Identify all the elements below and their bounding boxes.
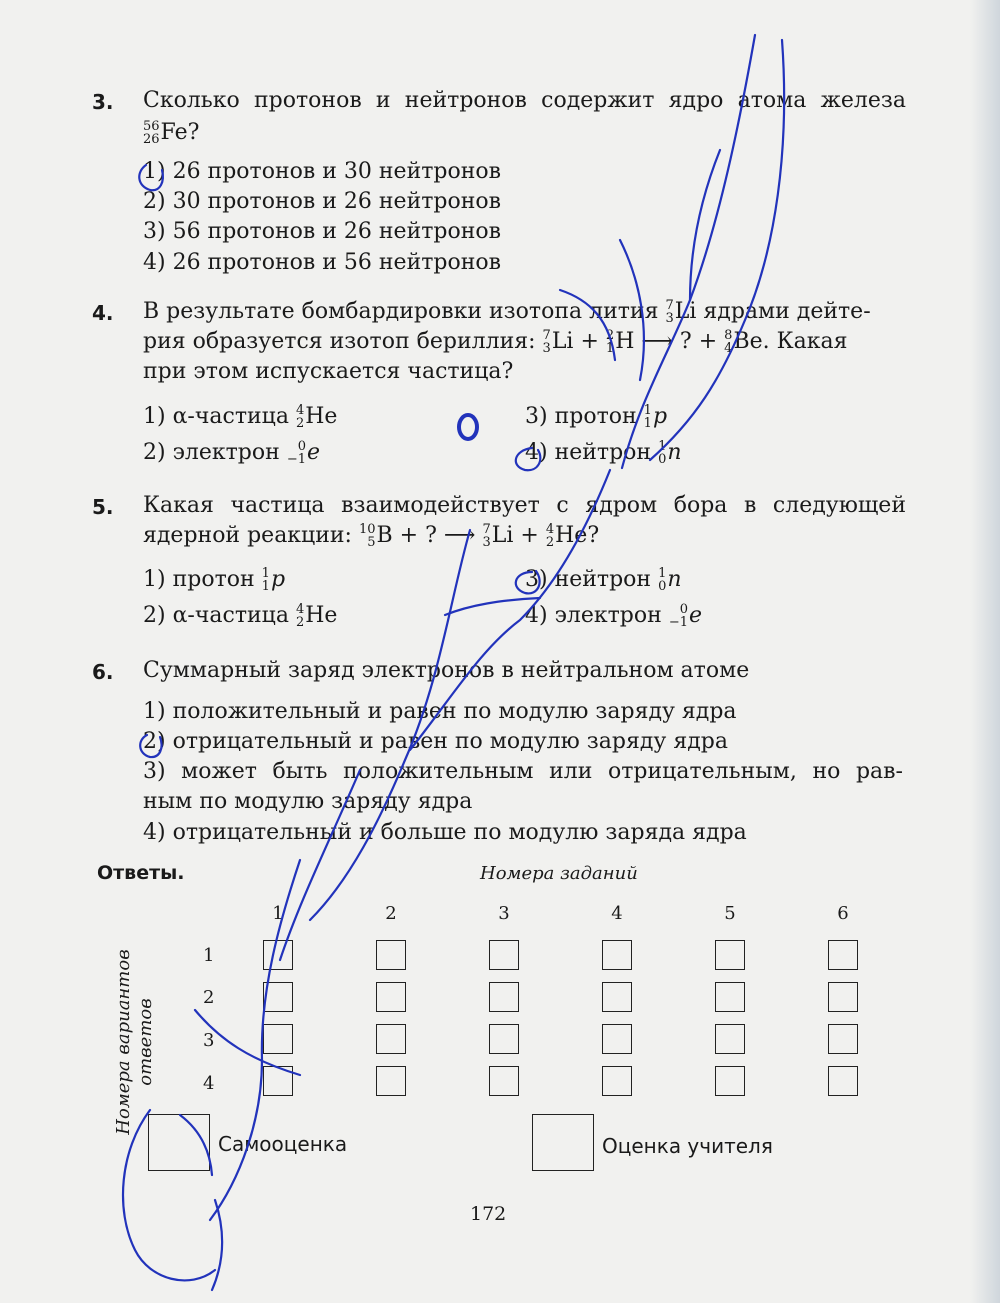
question-6-option-4[interactable]: 4) отрицательный и больше по модулю заряда ядра bbox=[143, 820, 747, 845]
answer-cell[interactable] bbox=[263, 1024, 293, 1054]
answer-cell[interactable] bbox=[489, 940, 519, 970]
answer-cell[interactable] bbox=[263, 940, 293, 970]
teacher-assessment-box[interactable] bbox=[532, 1114, 594, 1171]
self-assessment-label: Самооценка bbox=[218, 1132, 348, 1156]
answer-cell[interactable] bbox=[489, 982, 519, 1012]
page-edge-shadow bbox=[970, 0, 1000, 1303]
answer-variants-label: Номера вариантов ответов bbox=[113, 949, 156, 1135]
question-6-option-3[interactable]: 3) может быть положительным или отрицательным, но рав- bbox=[143, 759, 903, 784]
question-5-option-2[interactable]: 2) α-частица 4 2 He bbox=[143, 602, 338, 630]
question-5-option-4[interactable]: 4) электрон 0 −1 e bbox=[525, 602, 703, 630]
page-number: 172 bbox=[470, 1203, 507, 1225]
answer-cell[interactable] bbox=[828, 1024, 858, 1054]
answer-cell[interactable] bbox=[715, 1024, 745, 1054]
self-assessment-box[interactable] bbox=[148, 1114, 210, 1171]
column-number: 4 bbox=[611, 903, 623, 924]
column-number: 2 bbox=[385, 903, 397, 924]
question-3-option-2[interactable]: 2) 30 протонов и 26 нейтронов bbox=[143, 189, 502, 214]
answer-cell[interactable] bbox=[489, 1024, 519, 1054]
row-number: 3 bbox=[203, 1030, 215, 1051]
row-number: 1 bbox=[203, 945, 215, 966]
question-5-number: 5. bbox=[92, 495, 114, 519]
question-4-line-1: В результате бомбардировки изотопа лития 7 3 Li ядрами дейте- bbox=[143, 298, 871, 326]
question-4-option-4[interactable]: 4) нейтрон 1 0 n bbox=[525, 439, 682, 467]
row-number: 4 bbox=[203, 1073, 215, 1094]
question-4-line-2: рия образуется изотоп бериллия: 7 3 Li + 2 1 H ⟶ ? + 8 4 Ве. Какая bbox=[143, 328, 848, 356]
scribble-stroke bbox=[690, 150, 720, 300]
column-number: 3 bbox=[498, 903, 510, 924]
question-5-option-3[interactable]: 3) нейтрон 1 0 n bbox=[525, 566, 682, 594]
column-number: 1 bbox=[272, 903, 284, 924]
answer-cell[interactable] bbox=[828, 940, 858, 970]
question-3-option-4[interactable]: 4) 26 протонов и 56 нейтронов bbox=[143, 250, 502, 275]
question-6-number: 6. bbox=[92, 660, 114, 684]
answer-cell[interactable] bbox=[263, 982, 293, 1012]
question-3-option-3[interactable]: 3) 56 протонов и 26 нейтронов bbox=[143, 219, 502, 244]
answer-cell[interactable] bbox=[376, 1066, 406, 1096]
answer-cell[interactable] bbox=[715, 940, 745, 970]
question-3-text: Сколько протонов и нейтронов содержит ядро атома железа bbox=[143, 88, 906, 113]
answer-cell[interactable] bbox=[715, 982, 745, 1012]
column-number: 5 bbox=[724, 903, 736, 924]
answer-cell[interactable] bbox=[376, 982, 406, 1012]
answer-cell[interactable] bbox=[489, 1066, 519, 1096]
question-3-nuclide-line: 56 26 Fe? bbox=[143, 119, 200, 147]
answer-cell[interactable] bbox=[828, 1066, 858, 1096]
answer-cell[interactable] bbox=[376, 940, 406, 970]
question-3-option-1[interactable]: 1) 26 протонов и 30 нейтронов bbox=[143, 159, 502, 184]
circle-doodle bbox=[459, 415, 477, 439]
row-number: 2 bbox=[203, 987, 215, 1008]
question-5-line-2: ядерной реакции: 10 5 B + ? ⟶ 7 3 Li + 4 2 He? bbox=[143, 522, 600, 550]
question-6-text: Суммарный заряд электронов в нейтральном атоме bbox=[143, 658, 750, 683]
grid-title: Номера заданий bbox=[480, 863, 638, 884]
answer-cell[interactable] bbox=[263, 1066, 293, 1096]
question-4-line-3: при этом испускается частица? bbox=[143, 359, 514, 384]
question-5-option-1[interactable]: 1) протон 1 1 p bbox=[143, 566, 286, 594]
question-6-option-3-cont: ным по модулю заряду ядра bbox=[143, 789, 473, 814]
question-6-option-2[interactable]: 2) отрицательный и равен по модулю заряду ядра bbox=[143, 729, 728, 754]
question-4-number: 4. bbox=[92, 301, 114, 325]
answer-cell[interactable] bbox=[602, 982, 632, 1012]
question-4-option-3[interactable]: 3) протон 1 1 p bbox=[525, 403, 668, 431]
answer-cell[interactable] bbox=[376, 1024, 406, 1054]
answer-cell[interactable] bbox=[715, 1066, 745, 1096]
answers-label: Ответы. bbox=[97, 862, 185, 884]
answer-cell[interactable] bbox=[602, 940, 632, 970]
question-4-option-2[interactable]: 2) электрон 0 −1 e bbox=[143, 439, 321, 467]
teacher-assessment-label: Оценка учителя bbox=[602, 1134, 773, 1158]
fe-nuclide: 56 26 bbox=[143, 119, 160, 147]
answer-cell[interactable] bbox=[602, 1066, 632, 1096]
question-6-option-1[interactable]: 1) положительный и равен по модулю заряду ядра bbox=[143, 699, 737, 724]
answer-cell[interactable] bbox=[828, 982, 858, 1012]
question-5-line-1: Какая частица взаимодействует с ядром бора в следующей bbox=[143, 493, 906, 518]
answer-cell[interactable] bbox=[602, 1024, 632, 1054]
scribble-stroke bbox=[212, 1200, 222, 1290]
question-4-option-1[interactable]: 1) α-частица 4 2 He bbox=[143, 403, 338, 431]
question-3-number: 3. bbox=[92, 90, 114, 114]
column-number: 6 bbox=[837, 903, 849, 924]
